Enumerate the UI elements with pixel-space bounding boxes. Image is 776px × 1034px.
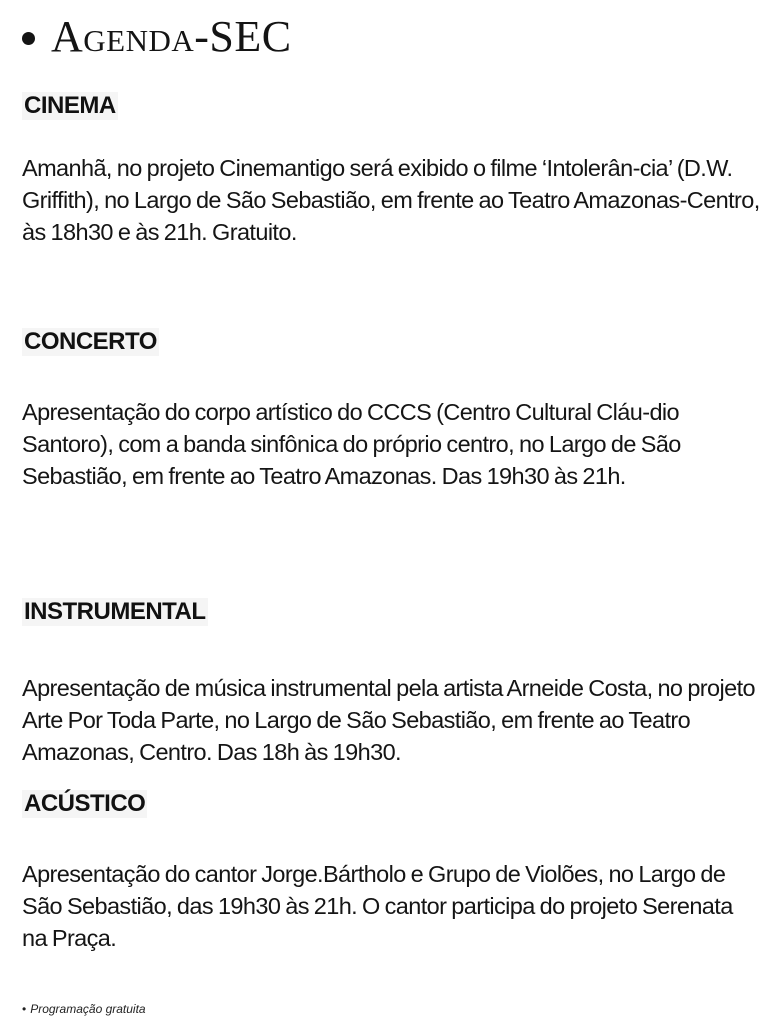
footnote-bullet: • [22, 1002, 27, 1016]
footnote [22, 1002, 146, 1016]
bullet-icon [22, 32, 35, 45]
section-heading-cinema: CINEMA [24, 92, 116, 119]
section-heading-concerto: CONCERTO [24, 328, 157, 355]
section-heading-instrumental: INSTRUMENTAL [24, 598, 206, 625]
page-title: Agenda-SEC [51, 11, 292, 61]
section-body-instrumental: Apresentação de música instrumental pela artista Arneide Costa, no projeto Arte Por Toda Parte, no Largo de São Sebastião, em frente ao Teatro Amazonas, Centro. Das 18h às 19h30. [22, 675, 755, 765]
section-body-concerto: Apresentação do corpo artístico do CCCS (Centro Cultural Cláu-dio Santoro), com a banda sinfônica do próprio centro, no Largo de São Sebastião, em frente ao Teatro Amazonas. Das 19h30 às 21h. [22, 399, 681, 489]
section-body-acustico: Apresentação do cantor Jorge.Bártholo e Grupo de Violões, no Largo de São Sebastião, das 19h30 às 21h. O cantor participa do projeto Serenata na Praça. [22, 861, 733, 951]
section-heading-acustico: ACÚSTICO [24, 790, 146, 817]
page-masthead [22, 10, 292, 62]
section-body-cinema: Amanhã, no projeto Cinemantigo será exibido o filme ‘Intolerân-cia’ (D.W. Griffith), no Largo de São Sebastião, em frente ao Teatro Amazonas-Centro, às 18h30 e às 21h. Gratuito. [22, 155, 760, 245]
footnote-text: Programação gratuita [30, 1002, 146, 1016]
